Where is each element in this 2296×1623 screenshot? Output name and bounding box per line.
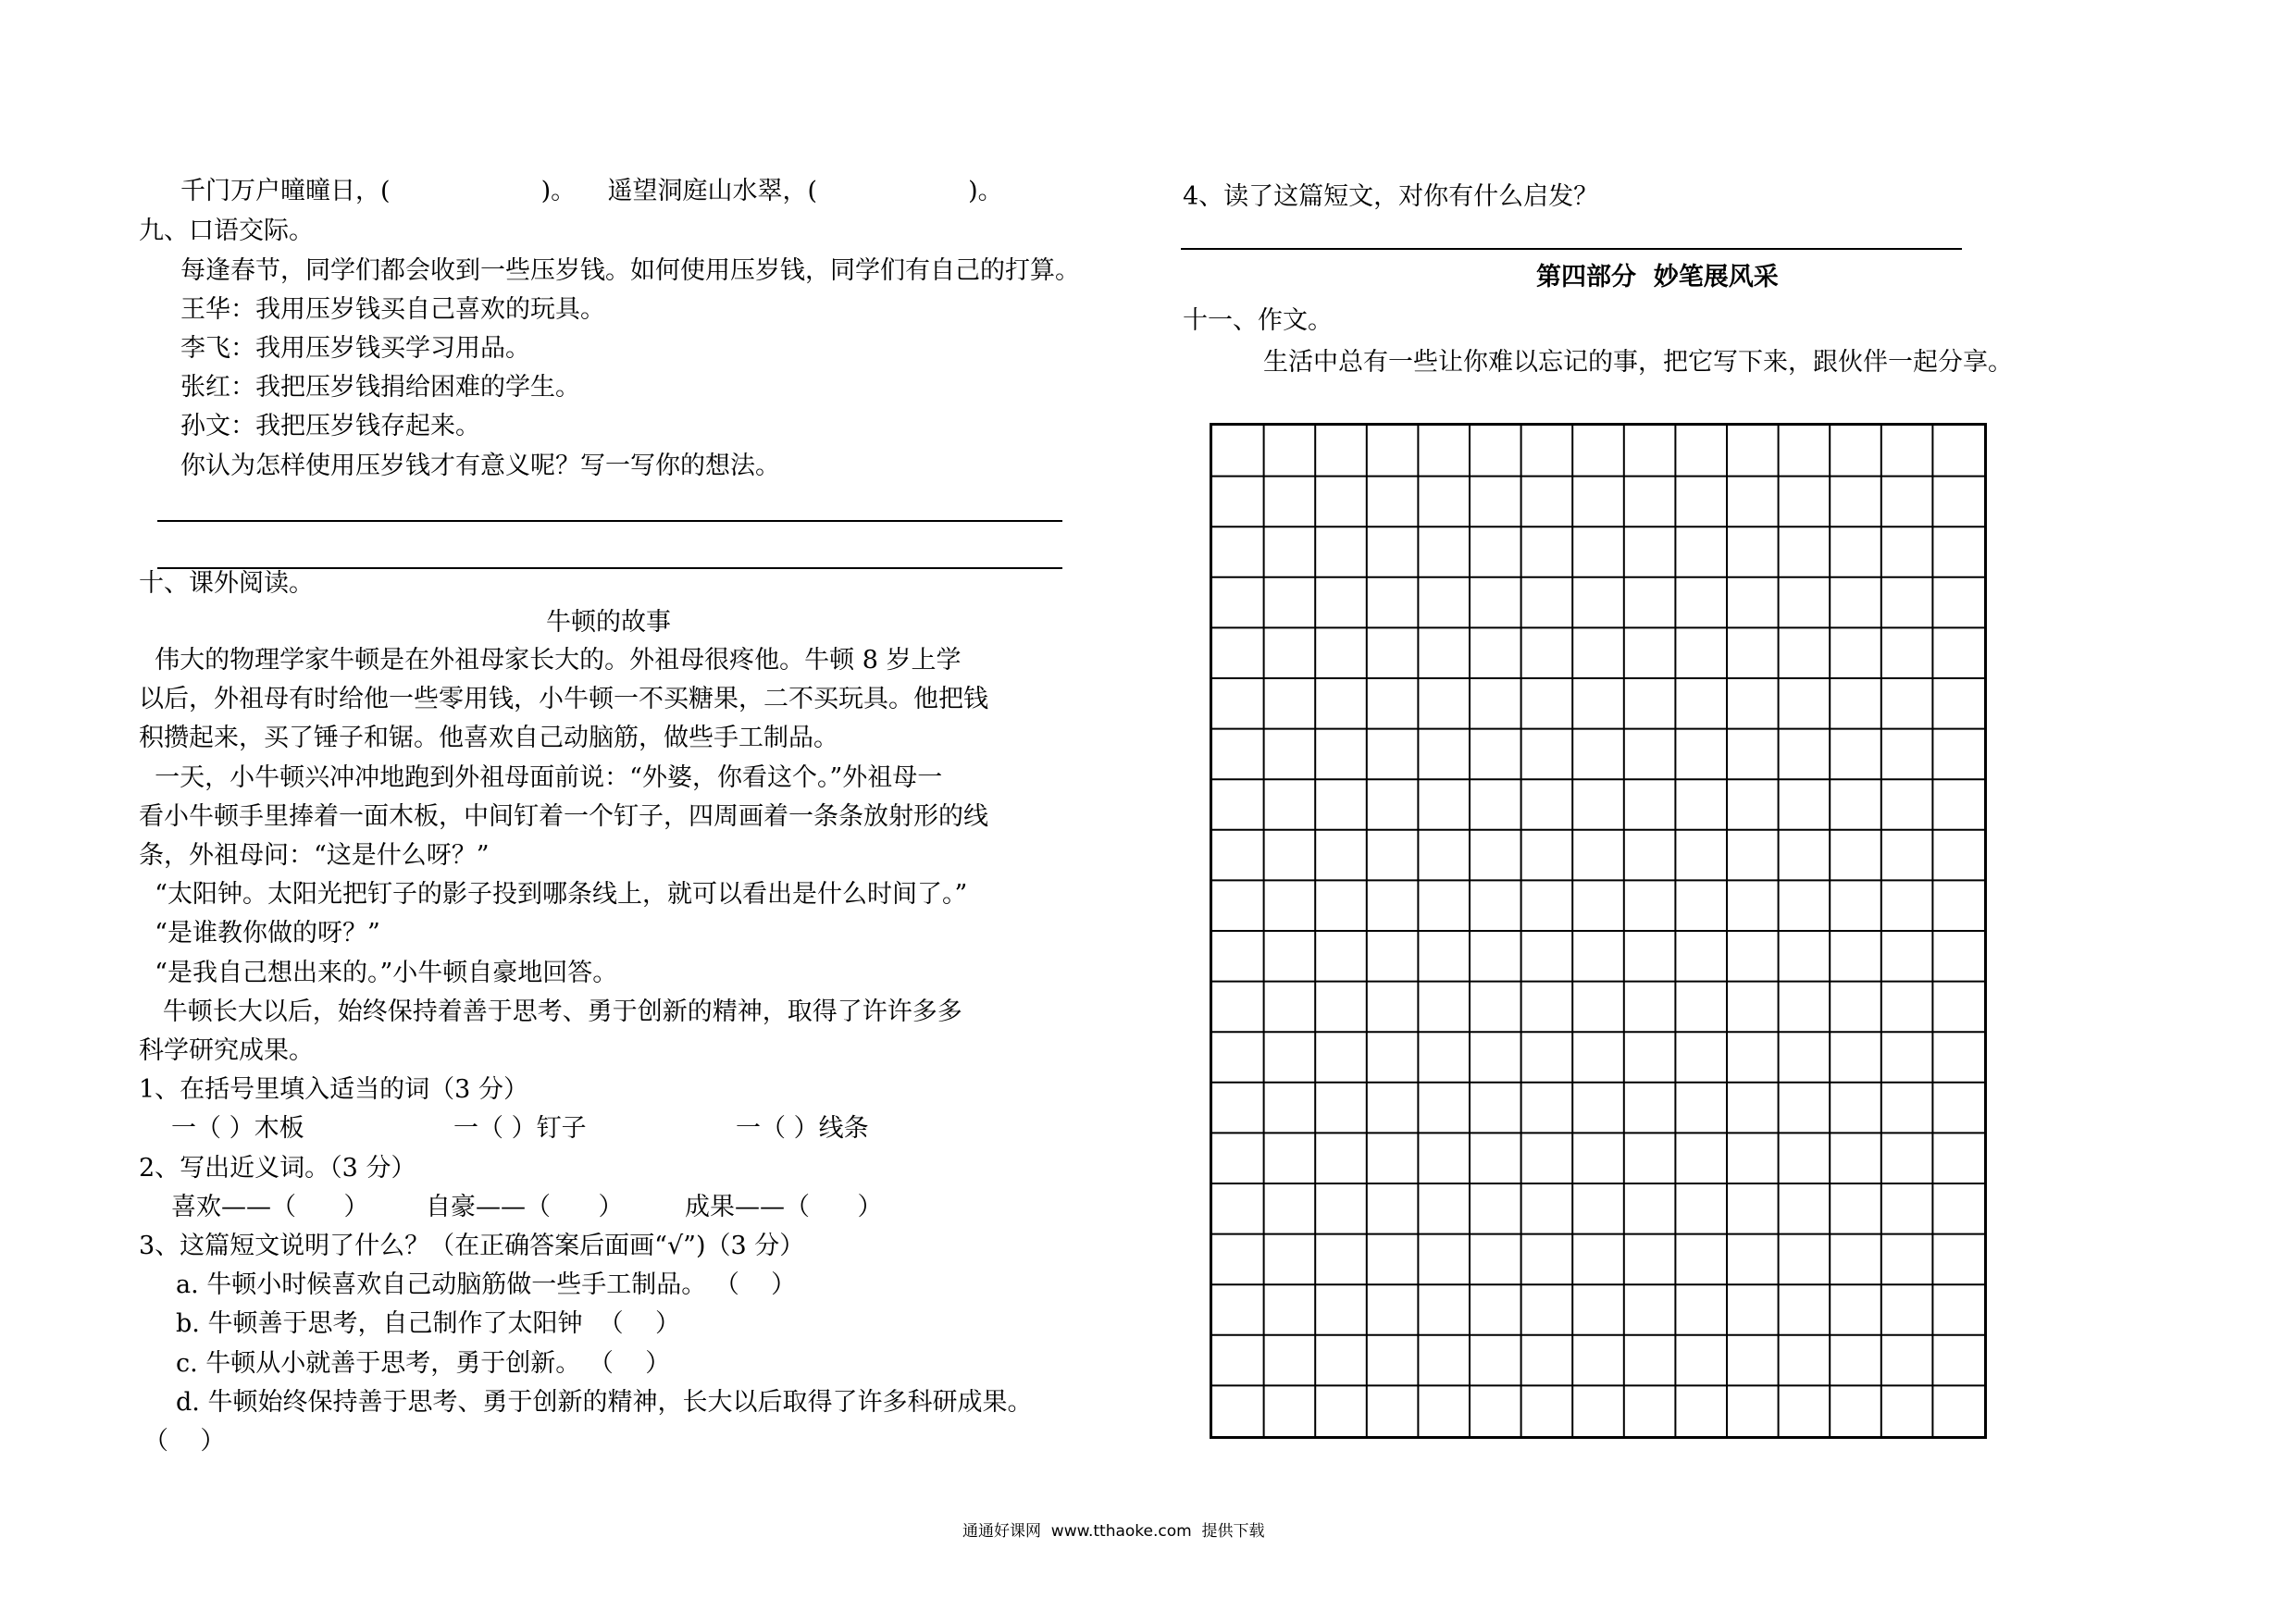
sub1-item[interactable]: 一（ ）线条 [736, 1114, 869, 1143]
sub3-option[interactable]: c. 牛顿从小就善于思考，勇于创新。 （ ） [176, 1349, 671, 1378]
story-line: 伟大的物理学家牛顿是在外祖母家长大的。外祖母很疼他。牛顿 8 岁上学 [139, 646, 962, 675]
q9-line: 李飞：我用压岁钱买学习用品。 [180, 334, 530, 363]
sub3-option[interactable]: b. 牛顿善于思考，自己制作了太阳钟 （ ） [176, 1309, 680, 1338]
answer-line[interactable] [157, 520, 1062, 522]
story-title: 牛顿的故事 [546, 608, 671, 637]
sub2-item[interactable]: 喜欢——（ ） [171, 1193, 369, 1221]
sub3-trailing-bracket[interactable]: （ ） [143, 1427, 226, 1456]
sub1-item[interactable]: 一（ ）钉子 [453, 1114, 587, 1143]
answer-line[interactable] [1181, 248, 1962, 250]
q9-heading: 九、口语交际。 [139, 217, 314, 245]
q10-heading: 十、课外阅读。 [139, 569, 314, 598]
story-line: “太阳钟。太阳光把钉子的影子投到哪条线上，就可以看出是什么时间了。” [139, 880, 968, 909]
sub3-option[interactable]: a. 牛顿小时候喜欢自己动脑筋做一些手工制品。 （ ） [176, 1270, 797, 1299]
sub2-prompt: 2、写出近义词。（3 分） [139, 1154, 416, 1183]
story-line: “是我自己想出来的。”小牛顿自豪地回答。 [139, 959, 618, 987]
part4-title: 第四部分 妙笔展风采 [1536, 263, 1779, 291]
story-line: 条，外祖母问：“这是什么呀？” [139, 841, 490, 870]
grid-lines [1212, 426, 1990, 1442]
footer-credit: 通通好课网 www.tthaoke.com 提供下载 [962, 1522, 1265, 1541]
sub2-item[interactable]: 成果——（ ） [685, 1193, 883, 1221]
q9-line: 王华：我用压岁钱买自己喜欢的玩具。 [180, 295, 605, 324]
story-line: 以后，外祖母有时给他一些零用钱，小牛顿一不买糖果，二不买玩具。他把钱 [139, 685, 988, 713]
sub3-option[interactable]: d. 牛顿始终保持善于思考、勇于创新的精神，长大以后取得了许多科研成果。 [176, 1388, 1033, 1417]
q11-heading: 十一、作文。 [1183, 306, 1333, 335]
sub3-prompt: 3、这篇短文说明了什么？（在正确答案后面画“√”)（3 分） [139, 1232, 805, 1260]
story-line: 牛顿长大以后，始终保持着善于思考、勇于创新的精神，取得了许许多多 [139, 997, 962, 1026]
q9-intro: 每逢春节，同学们都会收到一些压岁钱。如何使用压岁钱，同学们有自己的打算。 [180, 256, 1080, 285]
q4-prompt: 4、读了这篇短文，对你有什么启发？ [1183, 182, 1599, 211]
sub1-prompt: 1、在括号里填入适当的词（3 分） [139, 1075, 528, 1104]
sub2-item[interactable]: 自豪——（ ） [426, 1193, 624, 1221]
story-line: 科学研究成果。 [139, 1036, 314, 1065]
q9-line: 你认为怎样使用压岁钱才有意义呢？写一写你的想法。 [180, 452, 780, 480]
poem-fill-line: 千门万户曈曈日，( )。 遥望洞庭山水翠，( )。 [180, 177, 1003, 205]
q9-line: 孙文：我把压岁钱存起来。 [180, 412, 480, 440]
sub1-item[interactable]: 一（ ）木板 [171, 1114, 304, 1143]
story-line: 积攒起来，买了锤子和锯。他喜欢自己动脑筋，做些手工制品。 [139, 724, 838, 752]
story-line: “是谁教你做的呀？” [139, 919, 380, 948]
q9-line: 张红：我把压岁钱捐给困难的学生。 [180, 373, 580, 402]
story-line: 看小牛顿手里捧着一面木板，中间钉着一个钉子，四周画着一条条放射形的线 [139, 802, 988, 831]
composition-grid[interactable] [1210, 423, 1987, 1439]
story-line: 一天，小牛顿兴冲冲地跑到外祖母面前说：“外婆，你看这个。”外祖母一 [139, 763, 943, 792]
q11-prompt: 生活中总有一些让你难以忘记的事，把它写下来，跟伙伴一起分享。 [1263, 348, 2013, 377]
